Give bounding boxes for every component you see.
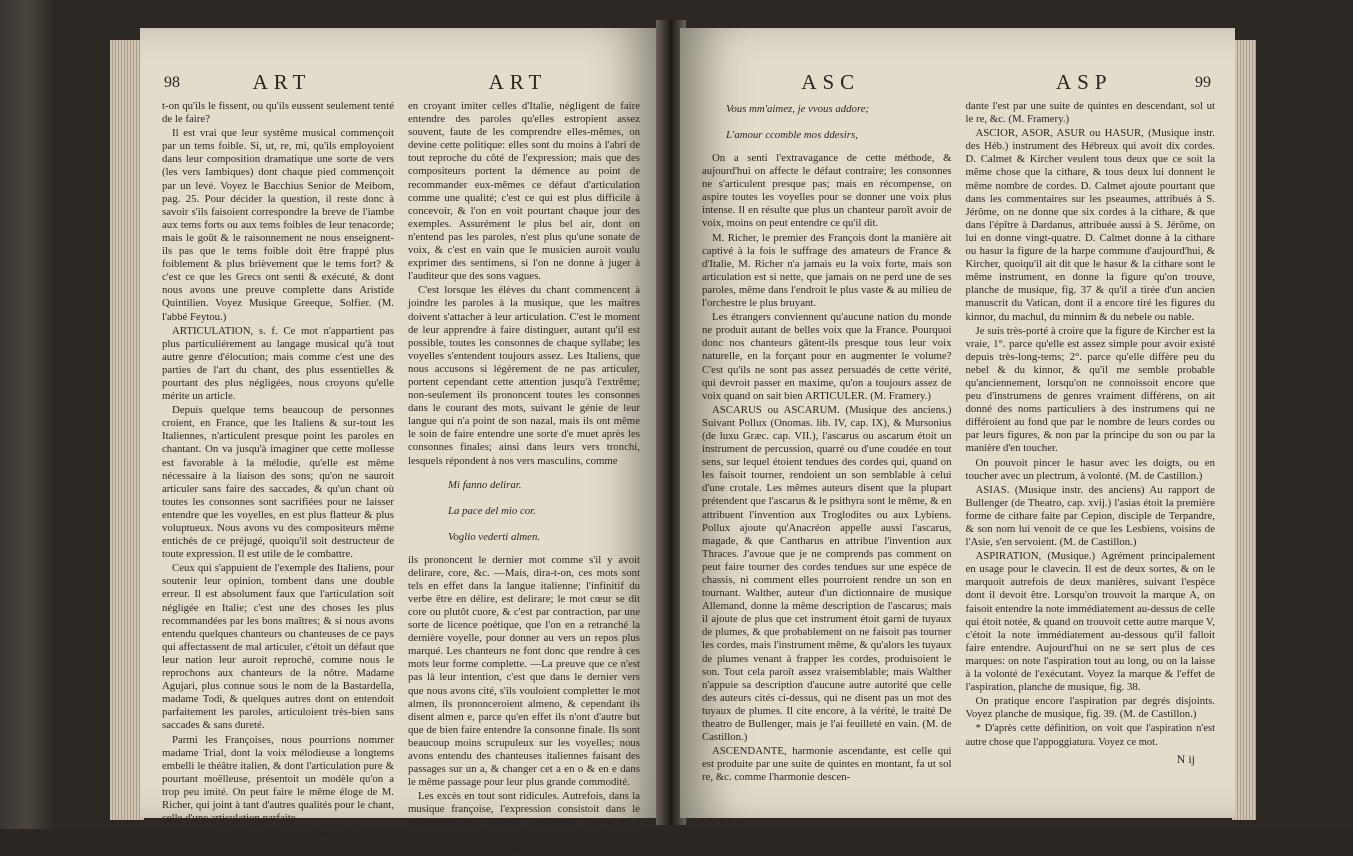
verse-line: Voglio vederti almen.	[448, 530, 541, 543]
verse-block	[702, 100, 952, 144]
paragraph: On a senti l'extravagance de cette méthode, & aujourd'hui on affecte le défaut contraire; les consonnes ne s'articulent presque pas; mais en récompense, on aspire toutes les voyelles pour se donner une voix plus intense. Il en résulte que plus un chanteur paroît avoir de voix, moins on peut entendre ce qu'il dit.	[702, 152, 952, 230]
paragraph: Depuis quelque tems beaucoup de personnes croient, en France, que les Italiens & sur-tout les Italiennes, n'articulent presque point les paroles en chantant. On va jusqu'à imaginer que cette mollesse est favorable à la mélodie, qu'elle est même nécessaire à la liaison des sons; qu'on ne sauroit articuler sans faire des saccades, & qu'un chant où toutes les consonnes sont sacrifiées pour ne laisser entendre que les voyelles, en est plus flatteur & plus voluptueux. Nous avons vu des compositeurs même entichés de ce préjugé, quoiqu'il soit destructeur de toute expression. Il est utile de le combattre.	[162, 404, 394, 561]
paragraph: C'est lorsque les élèves du chant commencent à joindre les paroles à la musique, que les maîtres doivent s'attacher à leur articulation. C'est le moment de leur apprendre à faire distinguer, autant qu'il est possible, toutes les consonnes de chaque syllabe; les voyelles s'entendent toujours assez. Les Italiens, que nous accusons si légèrement de ne pas articuler, portent cependant cette attention jusqu'à l'extrême; non-seulement ils prononcent toutes les consonnes dans le courant des mots, suivant le génie de leur langue qui n'a point de son nazal, mais ils ont même le soin de faire entendre une sorte d'e muet après les consonnes finales; ainsi dans leurs vers tronchi, lesquels répondent à nos vers masculins, comme	[408, 284, 640, 467]
page-number: 98	[164, 74, 180, 91]
left-page-columns	[162, 100, 640, 855]
right-page-columns	[702, 100, 1215, 812]
paragraph: ASIAS. (Musique instr. des anciens) Au rapport de Bullenger (de Theatro, cap. xvij.) l'asias étoit la première forme de cithare faite par Cepion, disciple de Terpandre, & son nom lui venoit de ce que les Lesbiens, voisins de l'Asie, s'en servoient. (M. de Castillon.)	[965, 483, 1215, 549]
right-page-header	[704, 70, 1211, 98]
paragraph: ASCARUS ou ASCARUM. (Musique des anciens.) Suivant Pollux (Onomas. lib. IV, cap. IX), & Mursonius (de luxu Græc. cap. VII.), l'ascarus ou ascarum étoit un instrument de percussion, quarré ou d'une coudée en tout sens, sur lequel étoient tendues des cordes qui, quand on les faisoit tourner, rendoient un son semblable à celui d'une crotale. Les mêmes auteurs disent que la plupart prétendent que l'ascarus & le psithyra sont le même, & en attribuent l'invention aux Troglodites ou aux Lybiens. Pollux ajoute qu'Anacréon appelle aussi l'ascarus, magade, & que Cantharus en attribue l'invention aux Thraces. J'avoue que je ne comprends pas comment on peut faire tourner des cordes tendues sur une espèce de chassis, ni comment elles pourroient rendre un son en tournant. Walther, auteur d'un dictionnaire de musique Allemand, donne la même description de l'ascarus; mais il ajoute de plus que cet instrument étoit garni de tuyaux de plumes, & que probablement on ne faisoit pas tourner les cordes, mais l'instrument même, & qu'alors les tuyaux de plumes venant à frapper les cordes, produisoient le son. Tout cela paroît assez vraisemblable; mais Walther n'appuie sa description d'aucune autre autorité que celle des auteurs cités ci-dessus, qui ne disent pas un mot des tuyaux de plumes. Il cite encore, à la vérité, le traité De theatro de Bullenger, mais je l'ai feuilleté en vain. (M. de Castillon.)	[702, 403, 952, 744]
paragraph: Je suis très-porté à croire que la figure de Kircher est la vraie, 1°. parce qu'elle est assez simple pour avoir existé depuis très-long-tems; 2°. parce qu'elle diffère peu du nebel & du kinnor, & qu'il me semble probable qu'anciennement, lorsqu'on ne connoissoit encore que peu d'instrumens de genres vraiment différens, on ait donné des noms particuliers à des instrumens qui ne différoient au fond que par le nombre de leurs cordes ou par leurs figures, & non par la principe du son ou par la manière d'en toucher.	[965, 324, 1215, 455]
verse-line: La pace del mio cor.	[448, 504, 536, 517]
running-head: ASP	[1055, 70, 1113, 94]
left-page-header	[164, 70, 636, 98]
paragraph: t-on qu'ils le fissent, ou qu'ils eussent seulement tenté de le faire?	[162, 100, 394, 126]
paragraph: ARTICULATION, s. f. Ce mot n'appartient pas plus particuliérement au langage musical qu'à tout autre genre d'élocution; mais comme c'est une des parties de l'art du chant, des plus essentielles & pourtant des plus négligées, nous croyons qu'elle mérite un article.	[162, 324, 394, 403]
paragraph: ASCIOR, ASOR, ASUR ou HASUR, (Musique instr. des Héb.) instrument des Hébreux qui avoit dix cordes. D. Calmet & Kircher veulent tous deux que ce soit la même chose que la cithare, & tous deux lui donnent le même nombre de cordes. D. Calmet ajoute pourtant que dans les commentaires sur les pseaumes, attribués à S. Jérôme, on ne donne que six cordes à la cithare, & que dans l'épître à Dardanus, attribuée aussi à S. Jérôme, on lui en donne vingt-quatre. D. Calmet donne à la cithare ou hasur la figure de la harpe commune d'aujourd'hui, & Kircher, quoiqu'il ait dit que le hasur & la cithare sont le même instrument, en donne la figure qu'on trouve, planche de musique, fig. 37 & qu'il a tirée d'un ancien manuscrit du Vatican, dont il a encore tiré les figures du kinnor, du machul, du minnim & du nebele ou nable.	[965, 127, 1215, 323]
footnote: * D'après cette définition, on voit que l'aspiration n'est autre chose que l'appoggiatura. Voyez ce mot.	[965, 723, 1215, 748]
signature-mark: N ij	[1176, 751, 1195, 766]
running-head: ART	[252, 70, 312, 94]
right-page	[680, 28, 1235, 818]
paragraph: ils prononcent le dernier mot comme s'il y avoit delirare, core, &c. —Mais, dira-t-on, ces mots sont tels en effet dans la langue italienne; l'infinitif du verbe être en délire, est delirare; le mot cœur se dit core ou plutôt cuore, & c'est par contraction, par une sorte de licence poétique, que l'on en a retranché la dernière voyelle, pour donner au vers un repos plus marqué. Les chanteurs ne font donc que rendre à ces mots leur forme complette. —La preuve que ce n'est pas là leur intention, c'est que dans le dernier vers que nous avons cité, s'ils vouloient completter le mot almen, ils prononceroient almeno, & cependant ils disent almen e, parce qu'en effet ils n'ont d'autre but que de bien faire entendre la consonne finale. Ils sont beaucoup moins scrupuleux sur les voyelles; nous avons entendu des chanteuses italiennes faisant des passages sur un a, & changer cet a en o & en e dans le même passage pour leur plus grande commodité.	[408, 553, 640, 789]
paragraph: dante l'est par une suite de quintes en descendant, sol ut le re, &c. (M. Framery.)	[965, 100, 1215, 126]
column	[966, 100, 1216, 812]
paragraph: On pouvoit pincer le hasur avec les doigts, ou en toucher avec un plectrum, à volonté. (M. de Castillon.)	[965, 456, 1215, 482]
paragraph: ASCENDANTE, harmonie ascendante, est celle qui est produite par une suite de quintes en montant, fa ut sol re, &c. comme l'harmonie descen-	[702, 745, 952, 784]
left-page	[140, 28, 660, 855]
paragraph: Les excès en tout sont ridicules. Autrefois, dans la musique françoise, l'expression consistoit dans le doublement de quelques consonnes. Les maîtres avoient même grand soin de les marquer, & l'on étoit un chanteur excellent quand on avoit dit:	[408, 790, 640, 855]
paragraph: Que la plupart de nos chanteuses françoises,	[172, 826, 363, 839]
paragraph: M. Richer, le premier des François dont la manière ait captivé à la fois le suffrage des amateurs de France & d'Italie, M. Richer n'a jamais eu la voix forte, mais son articulation est si nette, que jamais on ne perd une de ses paroles, même dans l'endroit le plus vaste & au milieu de l'orchestre le plus bruyant.	[702, 231, 952, 310]
running-head: ART	[488, 70, 548, 94]
column	[408, 100, 640, 855]
verse-line: Vous mm'aimez, je vvous addore;	[726, 103, 870, 115]
paragraph: On pratique encore l'aspiration par degrés disjoints. Voyez planche de musique, fig. 39. (M. de Castillon.)	[965, 695, 1215, 721]
paragraph: ASPIRATION, (Musique.) Agrément principalement en usage pour le clavecin. Il est de deux sortes, & on le marquoit autrefois de deux manières, suivant l'espèce dont il devoit être. Lorsqu'on trouvoit la marque A, on faisoit entendre la note immédiatement au-dessus de celle qui étoit notée, & quand on trouvoit cette autre marque V, c'étoit la note immédiatement au-dessous qu'il falloit faire entendre. Aujourd'hui on ne se sert plus de ces marques: on note l'aspiration tout au long, ou on la laisse à la volonté de l'exécutant. Voyez la marque & l'effet de l'aspiration, planche de musique, fig. 38.	[965, 550, 1215, 694]
page-number: 99	[1195, 74, 1211, 91]
paragraph: Les étrangers conviennent qu'aucune nation du monde ne produit autant de belles voix que la France. Pourquoi donc nos chanteurs gâtent-ils presque tous leur voix naturelle, en la forçant pour en augmenter le volume? C'est qu'ils ne sont pas assez persuadés de cette vérité, qui devroit passer en maxime, qu'on a toujours assez de voix quand on sait bien ARTICULER. (M. Framery.)	[702, 311, 952, 402]
page-edges-right	[1232, 40, 1256, 820]
paragraph: Ceux qui s'appuient de l'exemple des Italiens, pour soutenir leur opinion, tombent dans une double erreur. Il est absolument faux que l'articulation soit négligée en Italie; c'est une des choses les plus recommandées par les bons maîtres; & si nous avons entendu quelques chanteurs ou chanteuses de ce pays qui affectassent de mal articuler, c'étoit un défaut que leur nation leur auroit reproché, comme nous le reprochons aux chanteurs de la nôtre. Madame Agujari, plus connue sous le nom de la Bastardella, madame Todi, & quelques autres dont on entendoit parfaitement les paroles, articuloient très-bien sans saccades & sans dureté.	[162, 562, 394, 732]
running-head: ASC	[801, 70, 861, 94]
verse-block	[408, 476, 640, 546]
verse-line: Mi fanno delirar.	[448, 478, 522, 491]
page-edges-left	[110, 40, 144, 820]
column	[702, 100, 952, 812]
column	[162, 100, 394, 839]
paragraph: Parmi les Françoises, nous pourrions nommer madame Trial, dont la voix mélodieuse a longtems embelli le théâtre italien, & dont l'articulation pure & pourtant moëlleuse, présentoit un modèle qu'on a trop peu imité. On peut faire le même éloge de M. Richer, qui joint à tant d'autres qualités pour le chant, celle d'une articulation parfaite.	[162, 733, 394, 825]
paragraph: en croyant imiter celles d'Italie, négligent de faire entendre des paroles qu'elles estropient assez souvent, faute de les comprendre elles-mêmes, on devine cette politique: elles sont du moins à l'abri de tout reproche du côté de l'expression; mais que des compositeurs portent la démence au point de recommander eux-mêmes ce défaut d'articulation comme une qualité; c'est ce qui est plus difficile à concevoir, & l'on en voit pourtant chaque jour des exemples. Assurément le plus bel air, dont on n'entend pas les paroles, n'est plus qu'une sonate de voix, & c'est en vain que le musicien auroit voulu exprimer des sentimens, si l'on ne donne à juger à l'auditeur que des sons vagues.	[408, 100, 640, 283]
verse-line: L'amour ccomble mos ddesirs,	[726, 129, 858, 141]
paragraph: Il est vrai que leur systême musical commençoit par un tems foible. Si, ut, re, mi, qu'ils employoient dans leur composition dramatique une sorte de vers (les vers Iambiques) dont chaque pied commençoit par un levé. Voyez le Bacchius Senior de Meibom, pag. 25. Pour décider la question, il reste donc à savoir s'ils faisoient correspondre la breve de l'iambe aux tems forts ou aux tems foibles de leur tenacorde; mais le goût & le raisonnement ne nous enseignent-ils pas que le tems foible doit être frappé plus foiblement & plus brièvement que le tems fort? & c'est ce que les Grecs ont senti & exécuté, & dont nous avons une preuve complette dans Aristide Quintilien. Voyez Musique Greeque, Solfier. (M. l'abbé Feytou.)	[162, 127, 394, 323]
